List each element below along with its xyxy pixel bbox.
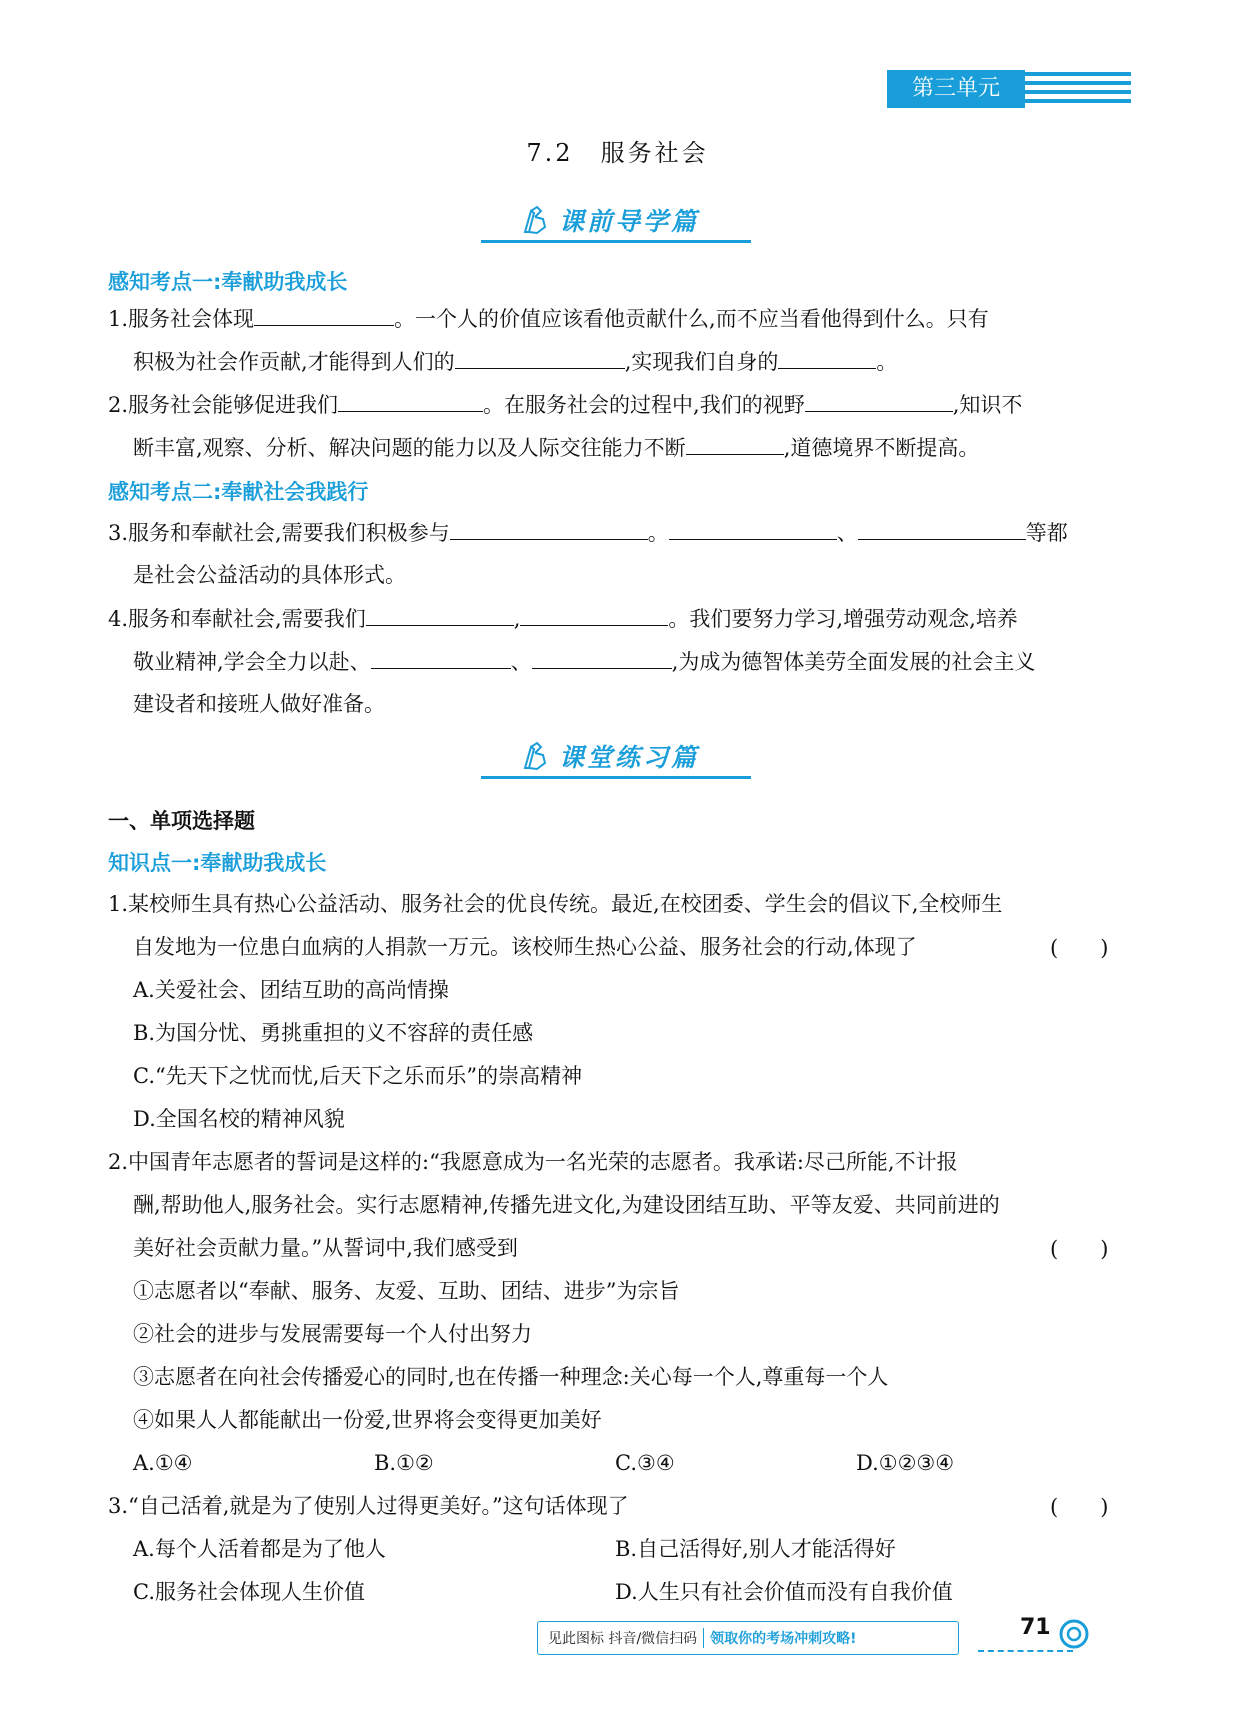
practice-q3-stem: 3.“自己活着,就是为了使别人过得更美好。”这句话体现了 (108, 1494, 629, 1518)
practice-q2-stem: 酬,帮助他人,服务社会。实行志愿精神,传播先进文化,为建设团结互助、平等友爱、共同前进的 (133, 1193, 1000, 1217)
knowledge-point-heading: 感知考点二:奉献社会我践行 (108, 480, 369, 504)
target-circle-icon (1059, 1619, 1089, 1649)
fill-blank[interactable] (532, 646, 672, 669)
option-a[interactable]: A.关爱社会、团结互助的高尚情操 (133, 978, 449, 1002)
footer-scan-text: 见此图标 抖音/微信扫码 (548, 1631, 698, 1647)
practice-q2-stem: 美好社会贡献力量。”从誓词中,我们感受到 (133, 1236, 518, 1260)
preview-q2-line1: 2.服务社会能够促进我们 。在服务社会的过程中,我们的视野 ,知识不 (108, 389, 1022, 420)
option-d[interactable]: D.全国名校的精神风貌 (133, 1107, 345, 1131)
answer-parentheses[interactable]: ( ) (1050, 1495, 1109, 1519)
fill-blank[interactable] (366, 603, 514, 626)
practice-q1-stem: 1.某校师生具有热心公益活动、服务社会的优良传统。最近,在校团委、学生会的倡议下,全校师生 (108, 892, 1003, 916)
statement-2: ②社会的进步与发展需要每一个人付出努力 (133, 1322, 532, 1346)
fill-blank[interactable] (805, 389, 953, 412)
fill-blank[interactable] (686, 432, 784, 455)
option-b[interactable]: B.自己活得好,别人才能活得好 (615, 1537, 896, 1561)
footer-promo-banner[interactable] (537, 1621, 959, 1655)
unit-stripes (1025, 70, 1131, 108)
footer-divider (703, 1628, 704, 1648)
preview-q4-line3: 建设者和接班人做好准备。 (133, 692, 385, 716)
page-number-divider (978, 1650, 1073, 1652)
section-title-preview: 课前导学篇 (559, 207, 700, 236)
preview-q3-line2: 是社会公益活动的具体形式。 (133, 563, 406, 587)
page-number: 71 (1020, 1615, 1051, 1640)
practice-q2-stem: 2.中国青年志愿者的誓词是这样的:“我愿意成为一名光荣的志愿者。我承诺:尽己所能,不计报 (108, 1150, 958, 1174)
fill-blank[interactable] (455, 346, 625, 369)
pen-hand-icon (521, 741, 549, 771)
option-c[interactable]: C.“先天下之忧而忧,后天下之乐而乐”的崇高精神 (133, 1064, 583, 1088)
option-a[interactable]: A.每个人活着都是为了他人 (133, 1537, 386, 1561)
knowledge-point-heading: 感知考点一:奉献助我成长 (108, 270, 348, 294)
fill-blank[interactable] (858, 517, 1026, 540)
option-b[interactable]: B.①② (374, 1451, 434, 1475)
preview-q3-line1: 3.服务和奉献社会,需要我们积极参与 。 、 等都 (108, 517, 1068, 548)
fill-blank[interactable] (450, 517, 648, 540)
fill-blank[interactable] (371, 646, 511, 669)
option-d[interactable]: D.①②③④ (856, 1451, 955, 1475)
fill-blank[interactable] (669, 517, 837, 540)
preview-q1-line2: 积极为社会作贡献,才能得到人们的 ,实现我们自身的 。 (133, 346, 897, 377)
preview-q1-line1: 1.服务社会体现 。一个人的价值应该看他贡献什么,而不应当看他得到什么。只有 (108, 303, 989, 334)
option-c[interactable]: C.服务社会体现人生价值 (133, 1580, 365, 1604)
option-a[interactable]: A.①④ (133, 1451, 193, 1475)
answer-parentheses[interactable]: ( ) (1050, 936, 1109, 960)
fill-blank[interactable] (338, 389, 483, 412)
section-title-practice: 课堂练习篇 (559, 743, 700, 772)
option-b[interactable]: B.为国分忧、勇挑重担的义不容辞的责任感 (133, 1021, 534, 1045)
preview-q2-line2: 断丰富,观察、分析、解决问题的能力以及人际交往能力不断 ,道德境界不断提高。 (133, 432, 979, 463)
question-type-heading: 一、单项选择题 (108, 809, 255, 833)
lesson-title: 7.2 服务社会 (526, 139, 709, 167)
unit-label: 第三单元 (911, 76, 1000, 101)
fill-blank[interactable] (254, 303, 394, 326)
option-c[interactable]: C.③④ (615, 1451, 675, 1475)
unit-tab (887, 70, 1131, 108)
statement-4: ④如果人人都能献出一份爱,世界将会变得更加美好 (133, 1408, 602, 1432)
option-d[interactable]: D.人生只有社会价值而没有自我价值 (615, 1580, 953, 1604)
statement-1: ①志愿者以“奉献、服务、友爱、互助、团结、进步”为宗旨 (133, 1279, 680, 1303)
answer-parentheses[interactable]: ( ) (1050, 1237, 1109, 1261)
preview-q4-line2: 敬业精神,学会全力以赴、 、 ,为成为德智体美劳全面发展的社会主义 (133, 646, 1035, 677)
fill-blank[interactable] (520, 603, 668, 626)
knowledge-point-heading: 知识点一:奉献助我成长 (108, 851, 327, 875)
footer-promo-text: 领取你的考场冲刺攻略! (710, 1631, 857, 1647)
statement-3: ③志愿者在向社会传播爱心的同时,也在传播一种理念:关心每一个人,尊重每一个人 (133, 1365, 889, 1389)
section-header-practice (481, 736, 751, 779)
preview-q4-line1: 4.服务和奉献社会,需要我们 , 。我们要努力学习,增强劳动观念,培养 (108, 603, 1018, 634)
pen-hand-icon (521, 205, 549, 235)
section-header-preview (481, 200, 751, 243)
practice-q1-stem: 自发地为一位患白血病的人捐款一万元。该校师生热心公益、服务社会的行动,体现了 (133, 935, 917, 959)
fill-blank[interactable] (778, 346, 876, 369)
